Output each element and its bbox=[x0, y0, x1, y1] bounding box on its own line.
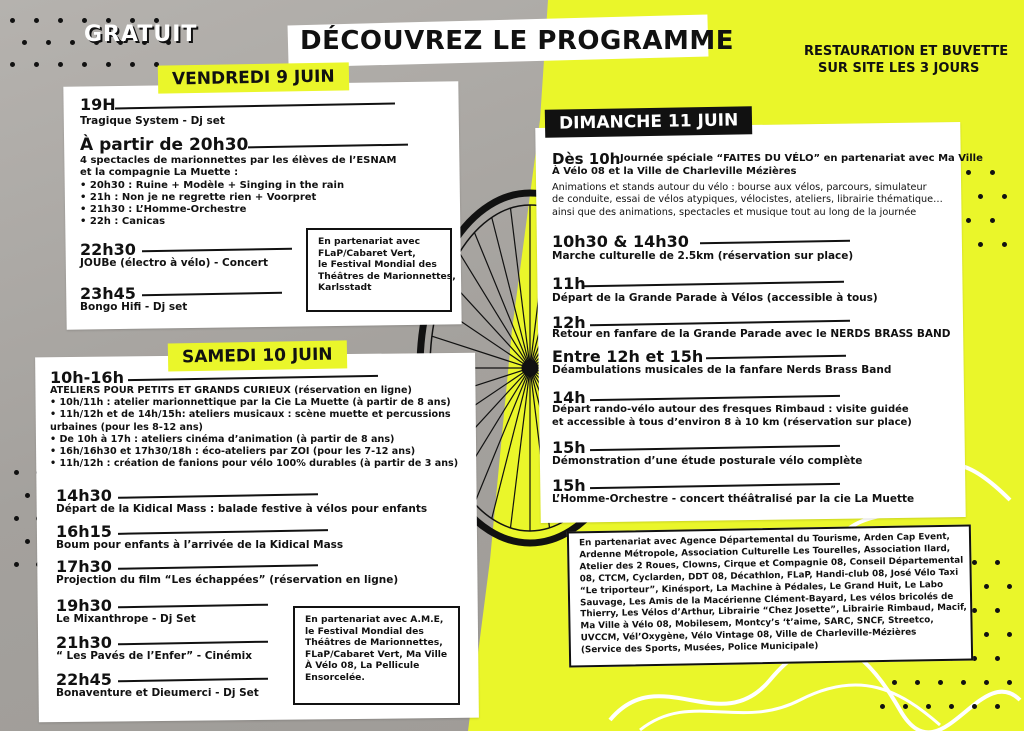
partner-line: UVCCM, Vél’Oxygène, Vélo Vintage 08, Ville de Charleville-Mézières bbox=[580, 627, 917, 644]
sunday-block-6 bbox=[552, 404, 912, 429]
saturday-time-1: 10h-16h bbox=[50, 368, 124, 387]
wheel-spoke bbox=[459, 253, 530, 368]
dot bbox=[995, 656, 1000, 661]
partner-line: le Festival Mondial des bbox=[305, 625, 424, 637]
sunday-block-1-desc bbox=[552, 182, 943, 219]
text-line: et accessible à tous d’environ 8 à 10 km (réservation sur place) bbox=[552, 416, 912, 428]
dot bbox=[892, 680, 897, 685]
sunday-day-label: DIMANCHE 11 JUIN bbox=[545, 106, 753, 138]
partner-line: le Festival Mondial des bbox=[318, 259, 437, 270]
free-label: GRATUIT bbox=[84, 22, 198, 47]
dot bbox=[106, 62, 111, 67]
dot bbox=[984, 680, 989, 685]
text-line: et la compagnie La Muette : bbox=[80, 167, 239, 179]
partner-line: En partenariat avec Agence Départemental du Tourisme, Arden Cap Event, bbox=[578, 531, 950, 549]
saturday-time-2: 14h30 bbox=[56, 486, 112, 505]
dot bbox=[34, 18, 39, 23]
friday-time-4: 23h45 bbox=[80, 284, 136, 303]
dot bbox=[995, 608, 1000, 613]
partner-line: À Vélo 08, La Pellicule bbox=[305, 660, 420, 671]
text-line: • 22h : Canicas bbox=[80, 216, 166, 228]
dot bbox=[14, 562, 19, 567]
sunday-time-2: 10h30 & 14h30 bbox=[552, 232, 689, 251]
dot bbox=[949, 704, 954, 709]
sunday-time-3: 11h bbox=[552, 274, 586, 293]
dot bbox=[984, 584, 989, 589]
dot bbox=[880, 704, 885, 709]
dot bbox=[58, 18, 63, 23]
dot bbox=[1002, 194, 1007, 199]
sunday-partner-text bbox=[579, 532, 968, 658]
text-line: • 21h30 : L’Homme-Orchestre bbox=[80, 204, 247, 216]
sunday-time-6: 14h bbox=[552, 388, 586, 407]
dot bbox=[995, 560, 1000, 565]
sunday-text-3: Départ de la Grande Parade à Vélos (accessible à tous) bbox=[552, 292, 878, 304]
sunday-time-7: 15h bbox=[552, 438, 586, 457]
partner-line: FLaP/Cabaret Vert, Ma Ville bbox=[305, 648, 448, 660]
dot bbox=[25, 539, 30, 544]
partner-line: Ensorcelée. bbox=[305, 671, 365, 683]
partner-line: Karlsstadt bbox=[318, 282, 372, 293]
text-line: Départ rando-vélo autour des fresques Rimbaud : visite guidée bbox=[552, 404, 909, 415]
dot bbox=[972, 560, 977, 565]
dot bbox=[14, 470, 19, 475]
dot bbox=[34, 62, 39, 67]
text-line: • 16h/16h30 et 17h30/18h : éco-ateliers par ZOI (pour les 7-12 ans) bbox=[50, 446, 416, 458]
sunday-time-5: Entre 12h et 15h bbox=[552, 347, 704, 366]
text-line: • 20h30 : Ruine + Modèle + Singing in the rain bbox=[80, 179, 345, 191]
text-line: • 10h/11h : atelier marionnettique par la Cie La Muette (à partir de 8 ans) bbox=[50, 397, 451, 409]
saturday-time-4: 17h30 bbox=[56, 557, 112, 576]
sunday-text-2: Marche culturelle de 2.5km (réservation sur place) bbox=[552, 250, 854, 262]
text-line: • 11h/12h : création de fanions pour vélo 100% durables (à partir de 3 ans) bbox=[50, 458, 459, 470]
dot bbox=[990, 170, 995, 175]
saturday-text-3: Boum pour enfants à l’arrivée de la Kidical Mass bbox=[56, 539, 344, 551]
dot bbox=[961, 680, 966, 685]
dot bbox=[58, 62, 63, 67]
saturday-time-5: 19h30 bbox=[56, 596, 112, 615]
saturday-time-3: 16h15 bbox=[56, 522, 112, 541]
saturday-text-7: Bonaventure et Dieumerci - Dj Set bbox=[56, 687, 259, 699]
friday-text-3: JOUBe (électro à vélo) - Concert bbox=[80, 257, 268, 269]
text-line: ATELIERS POUR PETITS ET GRANDS CURIEUX (réservation en ligne) bbox=[50, 385, 412, 396]
dot bbox=[978, 194, 983, 199]
dot bbox=[25, 493, 30, 498]
dot bbox=[972, 608, 977, 613]
dot bbox=[10, 18, 15, 23]
saturday-partner-text bbox=[305, 614, 447, 683]
sunday-block-1-head bbox=[552, 153, 983, 178]
dot bbox=[1007, 584, 1012, 589]
partner-line: Ardenne Métropole, Association Culturelle Les Tourelles, Association Ilard, bbox=[579, 543, 951, 561]
text-line: Journée spéciale “FAITES DU VÉLO” en partenariat avec Ma Ville bbox=[620, 153, 983, 164]
partner-line: Théâtres de Marionnettes, bbox=[318, 270, 456, 282]
dot bbox=[990, 218, 995, 223]
saturday-time-7: 22h45 bbox=[56, 670, 112, 689]
friday-time-1: 19H bbox=[80, 95, 116, 114]
dot bbox=[984, 632, 989, 637]
dot bbox=[130, 62, 135, 67]
text-line: • 21h : Non je ne regrette rien + Voorpret bbox=[80, 191, 317, 203]
sunday-time-4: 12h bbox=[552, 313, 586, 332]
friday-day-label: VENDREDI 9 JUIN bbox=[158, 62, 349, 93]
partner-line: Ma Ville à Vélo 08, Mobilesem, Montcy’s ‘t’aime, SARC, SNCF, Streetco, bbox=[580, 615, 934, 632]
catering-line-2: SUR SITE LES 3 JOURS bbox=[818, 61, 980, 76]
text-line: 4 spectacles de marionnettes par les élèves de l’ESNAM bbox=[80, 155, 397, 166]
saturday-block-1 bbox=[50, 385, 458, 470]
dot bbox=[82, 62, 87, 67]
partner-line: En partenariat avec A.M.E, bbox=[305, 614, 444, 625]
saturday-day-label: SAMEDI 10 JUIN bbox=[168, 340, 347, 371]
partner-line: Thierry, Les Vélos d’Arthur, Librairie “Chez Josette”, Librairie Rimbaud, Macif, bbox=[580, 603, 967, 620]
sunday-text-4: Retour en fanfare de la Grande Parade avec le NERDS BRASS BAND bbox=[552, 328, 951, 340]
dot bbox=[10, 62, 15, 67]
saturday-text-6: “ Les Pavés de l’Enfer” - Cinémix bbox=[56, 650, 253, 662]
friday-text-1: Tragique System - Dj set bbox=[80, 115, 225, 127]
text-line: de conduite, essai de vélos atypiques, vélocistes, ateliers, librairie thématique… bbox=[552, 194, 943, 206]
text-line: • 11h/12h et de 14h/15h: ateliers musicaux : scène muette et percussions bbox=[50, 409, 451, 421]
dot bbox=[972, 704, 977, 709]
dot bbox=[903, 704, 908, 709]
catering-line-1: RESTAURATION ET BUVETTE bbox=[804, 44, 1009, 59]
dot bbox=[22, 40, 27, 45]
dot bbox=[995, 704, 1000, 709]
friday-time-2: À partir de 20h30 bbox=[80, 135, 249, 155]
partner-line: 08, CTCM, Cyclarden, DDT 08, Décathlon, FLaP, Handi-club 08, José Vélo Taxi bbox=[579, 567, 959, 585]
partner-line: Atelier des 2 Roues, Clowns, Cirque et Compagnie 08, Conseil Départemental bbox=[579, 555, 964, 573]
dot bbox=[978, 242, 983, 247]
saturday-text-4: Projection du film “Les échappées” (réservation en ligne) bbox=[56, 574, 399, 586]
dot bbox=[1007, 680, 1012, 685]
partner-line: Théâtres de Marionnettes, bbox=[305, 637, 443, 648]
sunday-text-8: L’Homme-Orchestre - concert théâtralisé par la cie La Muette bbox=[552, 493, 915, 505]
dot bbox=[70, 40, 75, 45]
text-line: ainsi que des animations, spectacles et musique tout au long de la journée bbox=[552, 206, 917, 218]
dot bbox=[1007, 632, 1012, 637]
saturday-text-5: Le Mixanthrope - Dj Set bbox=[56, 613, 196, 625]
saturday-time-6: 21h30 bbox=[56, 633, 112, 652]
friday-time-3: 22h30 bbox=[80, 240, 136, 259]
dot bbox=[46, 40, 51, 45]
text-line: À Vélo 08 et la Ville de Charleville Mézières bbox=[552, 165, 797, 177]
dot bbox=[938, 680, 943, 685]
dot bbox=[966, 218, 971, 223]
partner-line: Sauvage, Les Amis de la Macérienne Clément-Bayard, Les vélos bricolés de bbox=[580, 591, 954, 608]
dot bbox=[14, 516, 19, 521]
partner-line: FLaP/Cabaret Vert, bbox=[318, 247, 416, 259]
friday-text-4: Bongo Hifi - Dj set bbox=[80, 301, 188, 313]
friday-block-2 bbox=[80, 155, 396, 229]
saturday-text-2: Départ de la Kidical Mass : balade festive à vélos pour enfants bbox=[56, 503, 428, 515]
text-line: • De 10h à 17h : ateliers cinéma d’animation (à partir de 8 ans) bbox=[50, 433, 395, 445]
dot bbox=[915, 680, 920, 685]
sunday-text-7: Démonstration d’une étude posturale vélo complète bbox=[552, 455, 863, 467]
sunday-text-5: Déambulations musicales de la fanfare Nerds Brass Band bbox=[552, 364, 892, 376]
text-line: Animations et stands autour du vélo : bourse aux vélos, parcours, simulateur bbox=[552, 182, 927, 193]
dot bbox=[926, 704, 931, 709]
dot bbox=[1002, 242, 1007, 247]
page-title: DÉCOUVREZ LE PROGRAMME bbox=[300, 26, 734, 56]
friday-partner-text bbox=[318, 236, 456, 294]
sunday-time-8: 15h bbox=[552, 476, 586, 495]
partner-line: En partenariat avec bbox=[318, 236, 421, 247]
text-line: urbaines (pour les 8-12 ans) bbox=[50, 421, 203, 433]
partner-line: (Service des Sports, Musées, Police Municipale) bbox=[580, 641, 819, 656]
partner-line: “Le triporteur”, Kinésport, La Machine à Pédales, Le Grand Huit, Le Labo bbox=[579, 579, 944, 596]
sunday-time-1: Dès 10h bbox=[552, 150, 621, 168]
